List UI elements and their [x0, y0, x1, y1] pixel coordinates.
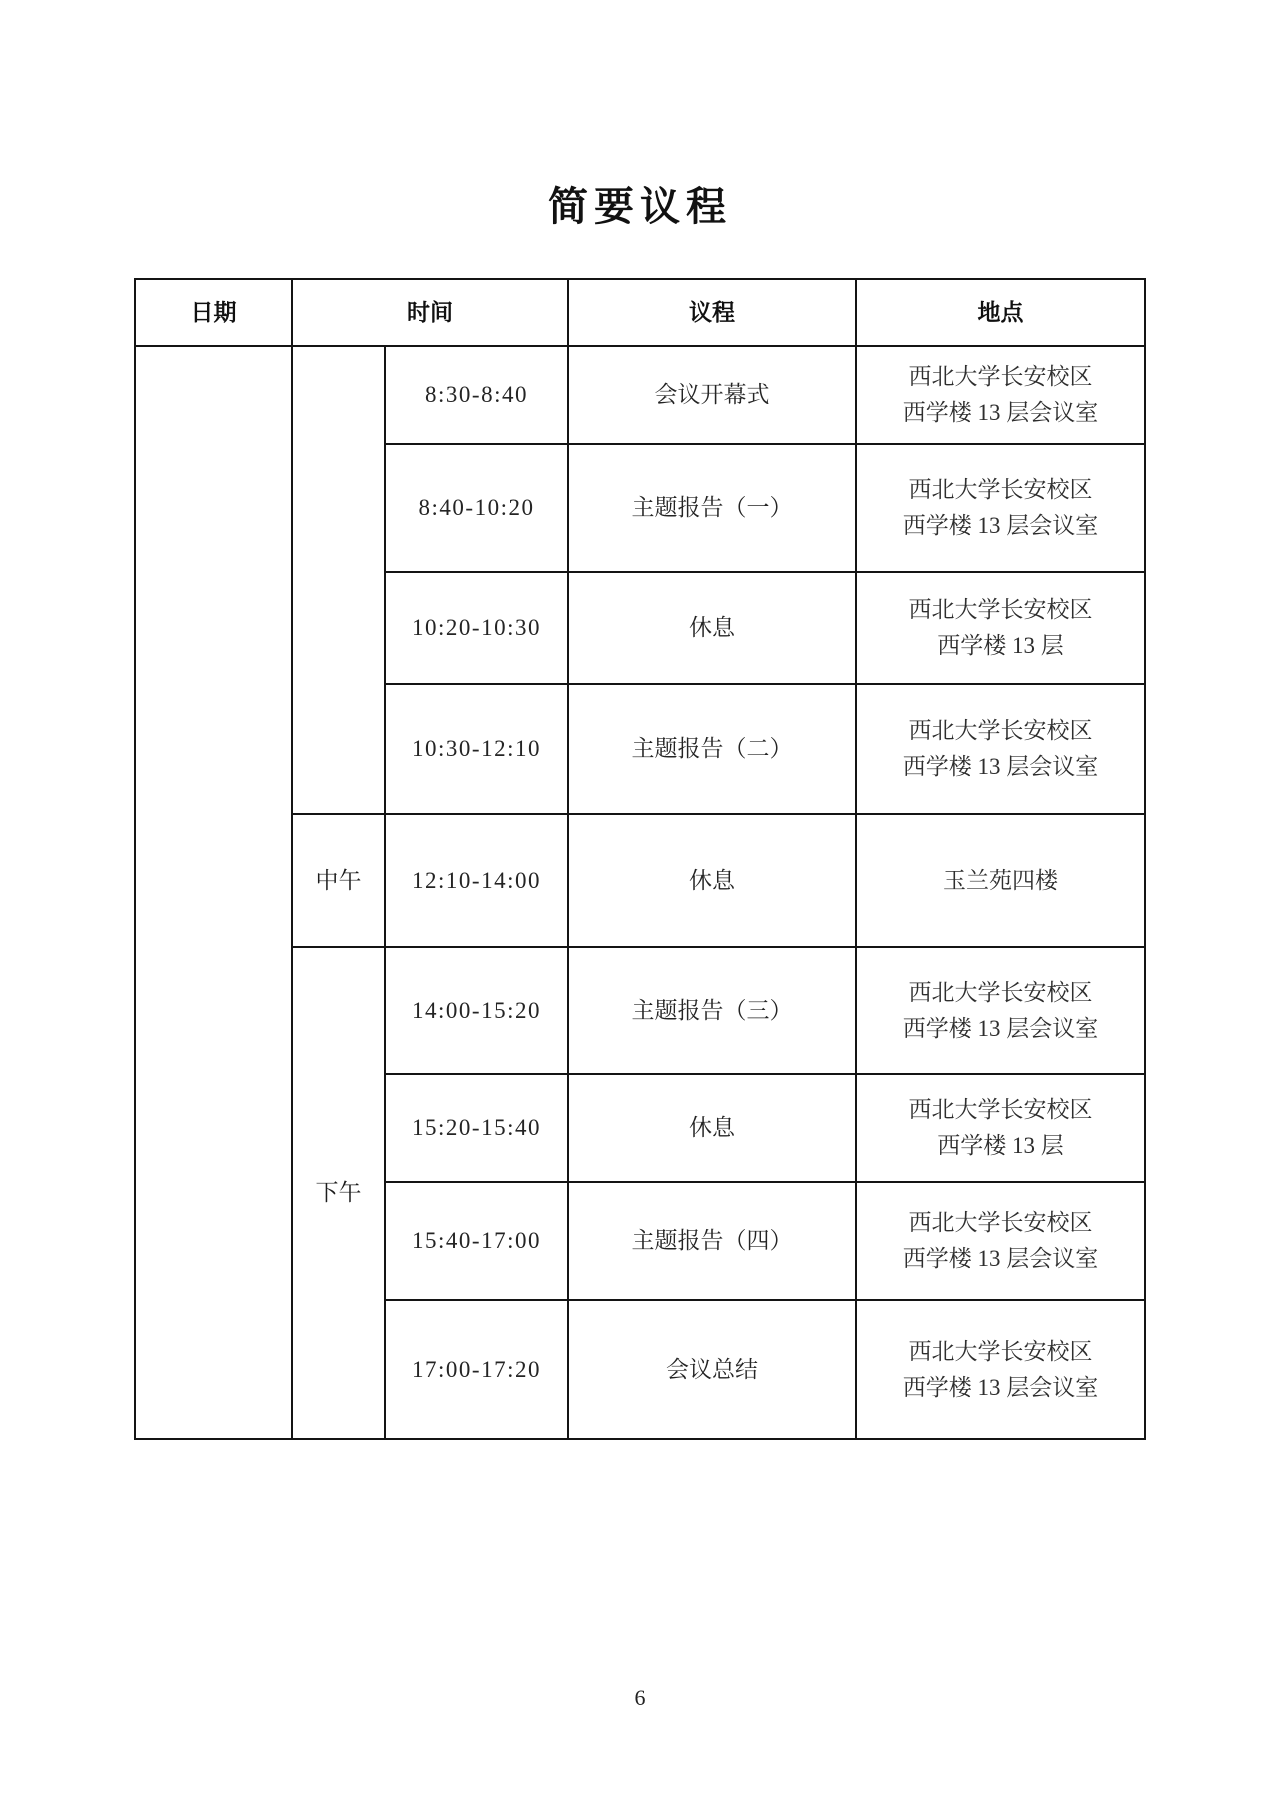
time-cell: 10:30-12:10	[385, 684, 568, 814]
location-cell	[856, 1074, 1145, 1182]
agenda-cell: 主题报告（四）	[568, 1182, 856, 1300]
location-line: 西北大学长安校区	[908, 1097, 1093, 1123]
date-cell-empty	[135, 346, 292, 1439]
time-cell: 12:10-14:00	[385, 814, 568, 947]
location-line: 西北大学长安校区	[908, 597, 1093, 623]
header-cell-location: 地点	[856, 279, 1145, 346]
period-cell-noon: 中午	[292, 814, 385, 947]
location-cell	[856, 1300, 1145, 1439]
time-cell: 14:00-15:20	[385, 947, 568, 1074]
header-cell-date: 日期	[135, 279, 292, 346]
agenda-table	[134, 278, 1146, 1440]
location-cell	[856, 947, 1145, 1074]
agenda-cell: 休息	[568, 814, 856, 947]
header-cell-time: 时间	[292, 279, 568, 346]
time-cell: 15:20-15:40	[385, 1074, 568, 1182]
location-cell	[856, 1182, 1145, 1300]
agenda-cell: 主题报告（二）	[568, 684, 856, 814]
agenda-cell: 会议总结	[568, 1300, 856, 1439]
location-line: 西北大学长安校区	[908, 477, 1093, 503]
location-line: 西北大学长安校区	[908, 1210, 1093, 1236]
location-line: 西学楼 13 层会议室	[902, 754, 1099, 779]
page-number: 6	[634, 1685, 646, 1710]
header-cell-agenda: 议程	[568, 279, 856, 346]
location-line: 西学楼 13 层会议室	[902, 513, 1099, 538]
location-line: 西北大学长安校区	[908, 979, 1093, 1005]
time-cell: 8:40-10:20	[385, 444, 568, 572]
location-line: 西北大学长安校区	[908, 364, 1093, 390]
agenda-cell: 休息	[568, 1074, 856, 1182]
time-cell: 15:40-17:00	[385, 1182, 568, 1300]
agenda-cell: 主题报告（三）	[568, 947, 856, 1074]
time-cell: 8:30-8:40	[385, 346, 568, 444]
location-cell	[856, 684, 1145, 814]
agenda-cell: 主题报告（一）	[568, 444, 856, 572]
location-line: 西北大学长安校区	[908, 718, 1093, 744]
location-line: 西学楼 13 层会议室	[902, 400, 1099, 425]
location-cell	[856, 814, 1145, 947]
location-cell	[856, 444, 1145, 572]
agenda-cell: 休息	[568, 572, 856, 684]
time-cell: 10:20-10:30	[385, 572, 568, 684]
period-cell-afternoon: 下午	[292, 947, 385, 1439]
header-row	[135, 279, 1145, 346]
location-cell	[856, 572, 1145, 684]
time-cell: 17:00-17:20	[385, 1300, 568, 1439]
location-line: 西北大学长安校区	[908, 1338, 1093, 1364]
agenda-cell: 会议开幕式	[568, 346, 856, 444]
location-line: 西学楼 13 层会议室	[902, 1374, 1099, 1400]
location-line: 西学楼 13 层会议室	[902, 1015, 1099, 1041]
location-line: 西学楼 13 层会议室	[902, 1246, 1099, 1271]
location-line: 西学楼 13 层	[937, 633, 1064, 658]
location-cell	[856, 346, 1145, 444]
page-title: 简要议程	[548, 184, 732, 229]
table-row	[135, 346, 1145, 444]
period-cell-morning-empty	[292, 346, 385, 814]
location-line: 玉兰苑四楼	[943, 867, 1058, 893]
location-line: 西学楼 13 层	[937, 1133, 1064, 1158]
